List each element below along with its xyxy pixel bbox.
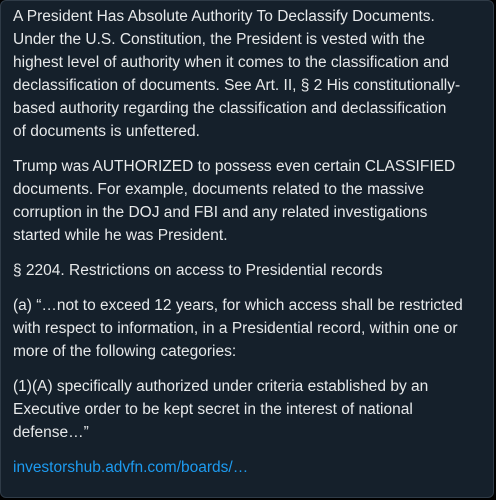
post-text <box>13 5 489 491</box>
text-line: defense…” <box>13 424 89 441</box>
link-paragraph <box>13 456 489 479</box>
text-line: with respect to information, in a Presidential record, within one or <box>13 320 458 337</box>
text-line: Trump was AUTHORIZED to possess even certain CLASSIFIED <box>13 158 456 175</box>
text-line: corruption in the DOJ and FBI and any related investigations <box>13 204 428 221</box>
source-link[interactable]: investorshub.advfn.com/boards/… <box>13 459 249 476</box>
text-line: A President Has Absolute Authority To Declassify Documents. <box>13 8 435 25</box>
paragraph-2 <box>13 155 489 247</box>
text-line: (1)(A) specifically authorized under criteria established by an <box>13 378 429 395</box>
paragraph-5 <box>13 375 489 444</box>
text-line: highest level of authority when it comes to the classification and <box>13 54 449 71</box>
text-line: Executive order to be kept secret in the interest of national <box>13 401 413 418</box>
text-line: Under the U.S. Constitution, the President is vested with the <box>13 31 425 48</box>
text-line: (a) “…not to exceed 12 years, for which access shall be restricted <box>13 297 463 314</box>
text-line: declassification of documents. See Art. II, § 2 His constitutionally- <box>13 77 461 94</box>
paragraph-3 <box>13 259 489 282</box>
text-line: documents. For example, documents related to the massive <box>13 181 424 198</box>
text-line: of documents is unfettered. <box>13 123 200 140</box>
text-line: based authority regarding the classification and declassification <box>13 100 447 117</box>
text-line: started while he was President. <box>13 227 228 244</box>
text-line: more of the following categories: <box>13 343 237 360</box>
paragraph-4 <box>13 294 489 363</box>
text-line: § 2204. Restrictions on access to Presidential records <box>13 262 383 279</box>
paragraph-1 <box>13 5 489 143</box>
